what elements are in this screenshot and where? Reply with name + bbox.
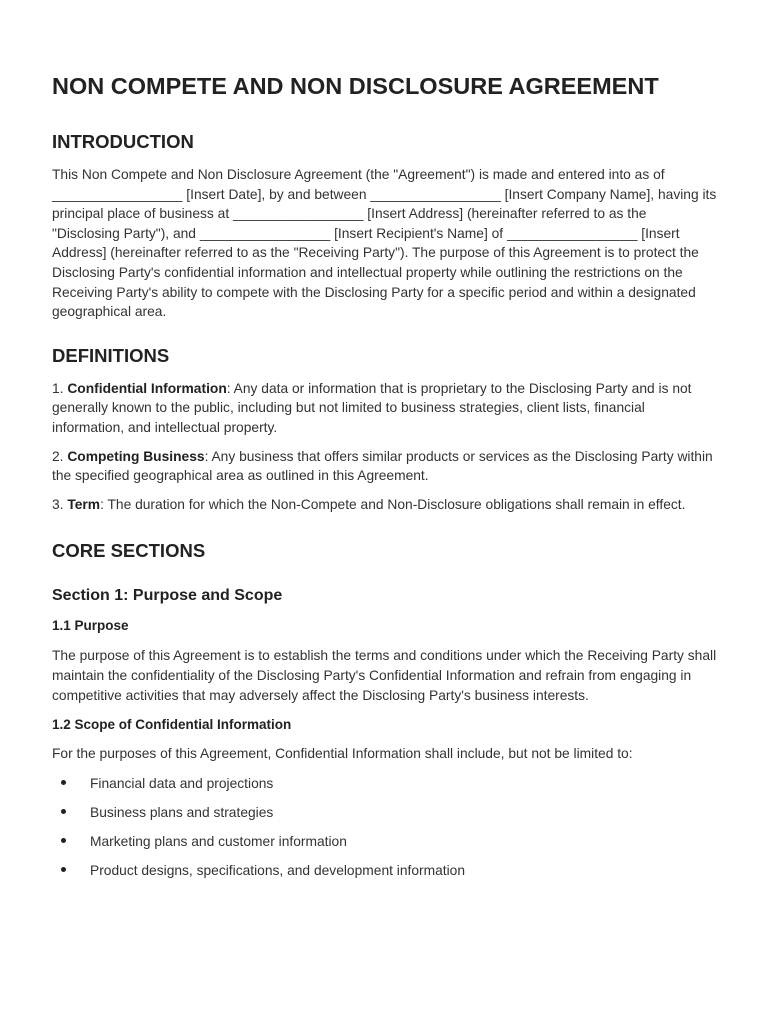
scope-bullet-list [52,774,718,890]
list-item-text: Marketing plans and customer information [90,833,347,849]
bullet-icon [61,780,66,785]
document-title: NON COMPETE AND NON DISCLOSURE AGREEMENT [52,73,659,99]
scope-intro: For the purposes of this Agreement, Confidential Information shall include, but not be limited to: [52,746,633,762]
bullet-icon [61,809,66,814]
definition-text: : The duration for which the Non-Compete and Non-Disclosure obligations shall remain in effect. [100,496,686,512]
list-item-text: Product designs, specifications, and development information [90,862,466,878]
bullet-icon [61,838,66,843]
definition-item [52,495,718,515]
purpose-text: The purpose of this Agreement is to establish the terms and conditions under which the Receiving Party shall maintain the confidentiality of the Disclosing Party's Confidential Information and refrain from engaging in competitive activities that may adversely affect the Disclosing Party's business interests. [52,648,717,703]
introduction-heading: INTRODUCTION [52,131,194,152]
introduction-text: This Non Compete and Non Disclosure Agreement (the "Agreement") is made and entered into as of _________________ [Insert Date], by and between _________________ [Insert Company Name], having its principal place of business at _________________ [Insert Address] (hereinafter referred to as the "Disclosing Party"), and _________________ [Insert Recipient's Name] of _________________ [Insert Address] (hereinafter referred to as the "Receiving Party"). The purpose of this Agreement is to protect the Disclosing Party's confidential information and intellectual property while outlining the restrictions on the Receiving Party's ability to compete with the Disclosing Party for a specific period and within a designated geographical area. [52,167,717,320]
definition-number: 3. [52,496,68,512]
bullet-icon [61,867,66,872]
definition-text: : Any data or information that is proprietary to the Disclosing Party and is not generally known to the public, including but not limited to business strategies, client lists, financial information, and intellectual property. [52,380,692,435]
scope-heading: 1.2 Scope of Confidential Information [52,717,292,733]
core-sections-heading: CORE SECTIONS [52,540,206,562]
definition-term: Confidential Information [67,380,227,396]
section-1-heading: Section 1: Purpose and Scope [52,587,283,605]
definition-item [52,447,718,486]
list-item [52,774,718,803]
definition-term: Term [67,496,101,512]
definition-number: 2. [52,448,68,464]
definition-item [52,379,718,438]
list-item [52,803,718,832]
list-item-text: Business plans and strategies [90,804,274,820]
definitions-heading: DEFINITIONS [52,344,170,366]
list-item [52,861,718,890]
list-item [52,832,718,861]
list-item-text: Financial data and projections [90,775,274,791]
definition-term: Competing Business [67,448,205,464]
purpose-heading: 1.1 Purpose [52,618,129,634]
definition-text: : Any business that offers similar products or services as the Disclosing Party within the specified geographical area as outlined in this Agreement. [52,448,713,484]
definition-number: 1. [52,380,68,396]
